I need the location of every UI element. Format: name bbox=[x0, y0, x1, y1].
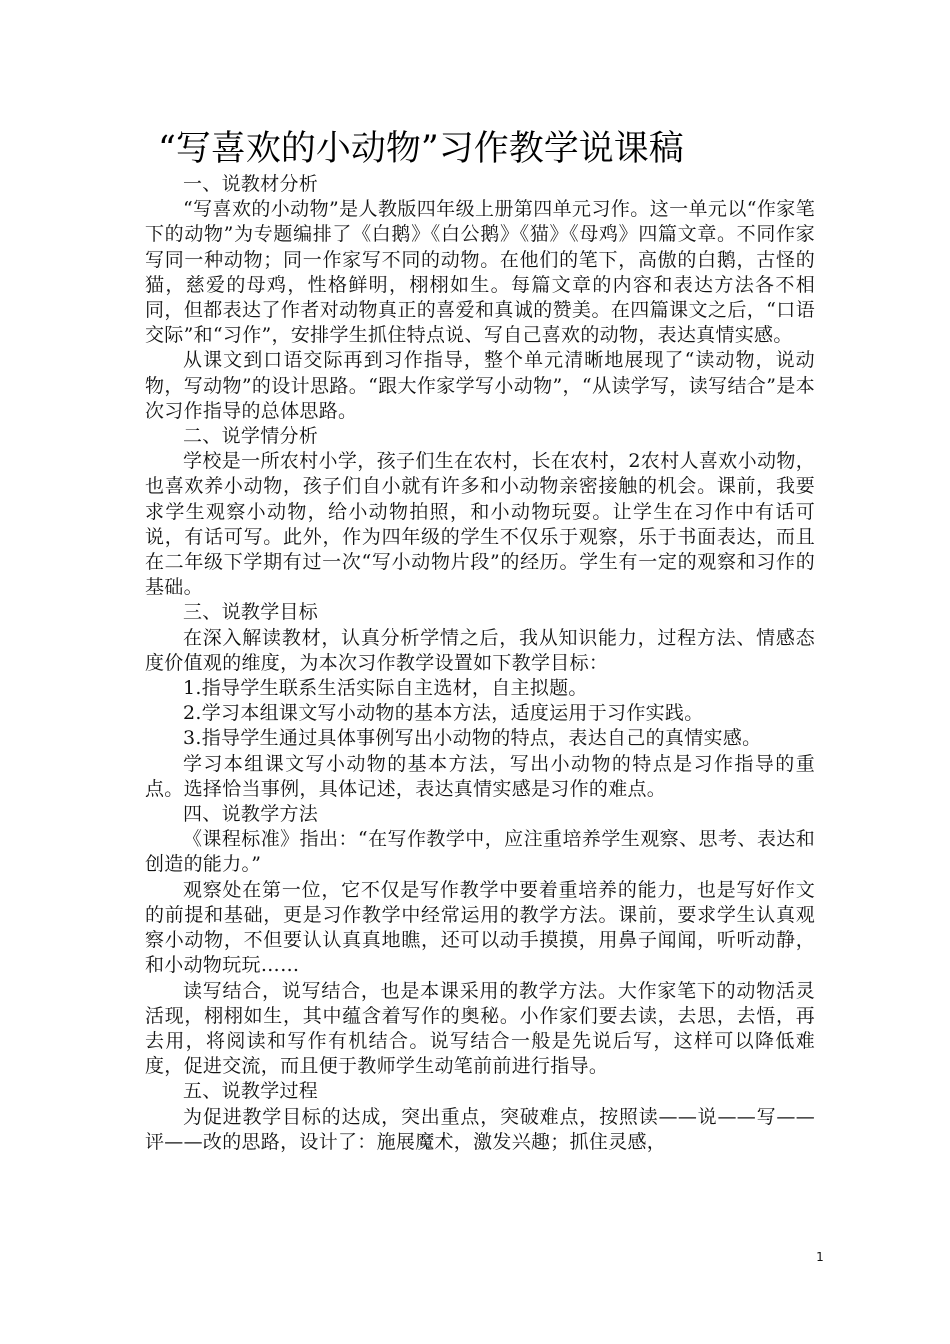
section-heading-student-analysis: 二、说学情分析 bbox=[183, 425, 319, 448]
paragraph: “写喜欢的小动物”是人教版四年级上册第四单元习作。这一单元以“作家笔下的动物”为专题编排了《白鹅》《白公鹅》《猫》《母鸡》四篇文章。不同作家写同一种动物；同一作家写不同的动物。在他们的笔下，高傲的白鹅，古怪的猫，慈爱的母鸡，性格鲜明，栩栩如生。每篇文章的内容和表达方法各不相同，但都表达了作者对动物真正的喜爱和真诚的赞美。在四篇课文之后，“口语交际”和“习作”，安排学生抓住特点说、写自己喜欢的动物，表达真情实感。 bbox=[145, 198, 815, 347]
paragraph: 读写结合，说写结合，也是本课采用的教学方法。大作家笔下的动物活灵活现，栩栩如生，其中蕴含着写作的奥秘。小作家们要去读，去思，去悟，再去用，将阅读和写作有机结合。说写结合一般是先说后写，这样可以降低难度，促进交流，而且便于教师学生动笔前前进行指导。 bbox=[145, 979, 815, 1078]
section-heading-teaching-goals: 三、说教学目标 bbox=[183, 601, 319, 624]
paragraph: 《课程标准》指出：“在写作教学中，应注重培养学生观察、思考、表达和创造的能力。” bbox=[145, 828, 815, 876]
paragraph: 为促进教学目标的达成，突出重点，突破难点，按照读——说——写——评——改的思路，设计了：施展魔术，激发兴趣；抓住灵感， bbox=[145, 1105, 815, 1153]
list-item: 1.指导学生联系生活实际自主选材，自主拟题。 bbox=[183, 677, 588, 700]
paragraph: 从课文到口语交际再到习作指导，整个单元清晰地展现了“读动物，说动物，写动物”的设计思路。“跟大作家学写小动物”，“从读学写，读写结合”是本次习作指导的总体思路。 bbox=[145, 349, 815, 422]
list-item: 2.学习本组课文写小动物的基本方法，适度运用于习作实践。 bbox=[183, 702, 704, 725]
paragraph: 学校是一所农村小学，孩子们生在农村，长在农村，2农村人喜欢小动物，也喜欢养小动物，孩子们自小就有许多和小动物亲密接触的机会。课前，我要求学生观察小动物，给小动物拍照，和小动物玩耍。让学生在习作中有话可说，有话可写。此外，作为四年级的学生不仅乐于观察，乐于书面表达，而且在二年级下学期有过一次“写小动物片段”的经历。学生有一定的观察和习作的基础。 bbox=[145, 450, 815, 599]
list-item: 3.指导学生通过具体事例写出小动物的特点，表达自己的真情实感。 bbox=[183, 727, 762, 750]
document-title: “写喜欢的小动物”习作教学说课稿 bbox=[158, 129, 684, 169]
section-heading-teaching-process: 五、说教学过程 bbox=[183, 1080, 319, 1103]
paragraph: 学习本组课文写小动物的基本方法，写出小动物的特点是习作指导的重点。选择恰当事例，具体记述，表达真情实感是习作的难点。 bbox=[145, 752, 815, 800]
paragraph: 在深入解读教材，认真分析学情之后，我从知识能力，过程方法、情感态度价值观的维度，为本次习作教学设置如下教学目标： bbox=[145, 626, 815, 674]
section-heading-textbook-analysis: 一、说教材分析 bbox=[183, 173, 319, 195]
section-heading-teaching-methods: 四、说教学方法 bbox=[183, 803, 319, 826]
page-number: 1 bbox=[816, 1250, 824, 1264]
paragraph: 观察处在第一位，它不仅是写作教学中要着重培养的能力，也是写好作文的前提和基础，更是习作教学中经常运用的教学方法。课前，要求学生认真观察小动物，不但要认认真真地瞧，还可以动手摸摸，用鼻子闻闻，听听动静，和小动物玩玩…… bbox=[145, 878, 815, 977]
document-body bbox=[145, 172, 815, 1155]
